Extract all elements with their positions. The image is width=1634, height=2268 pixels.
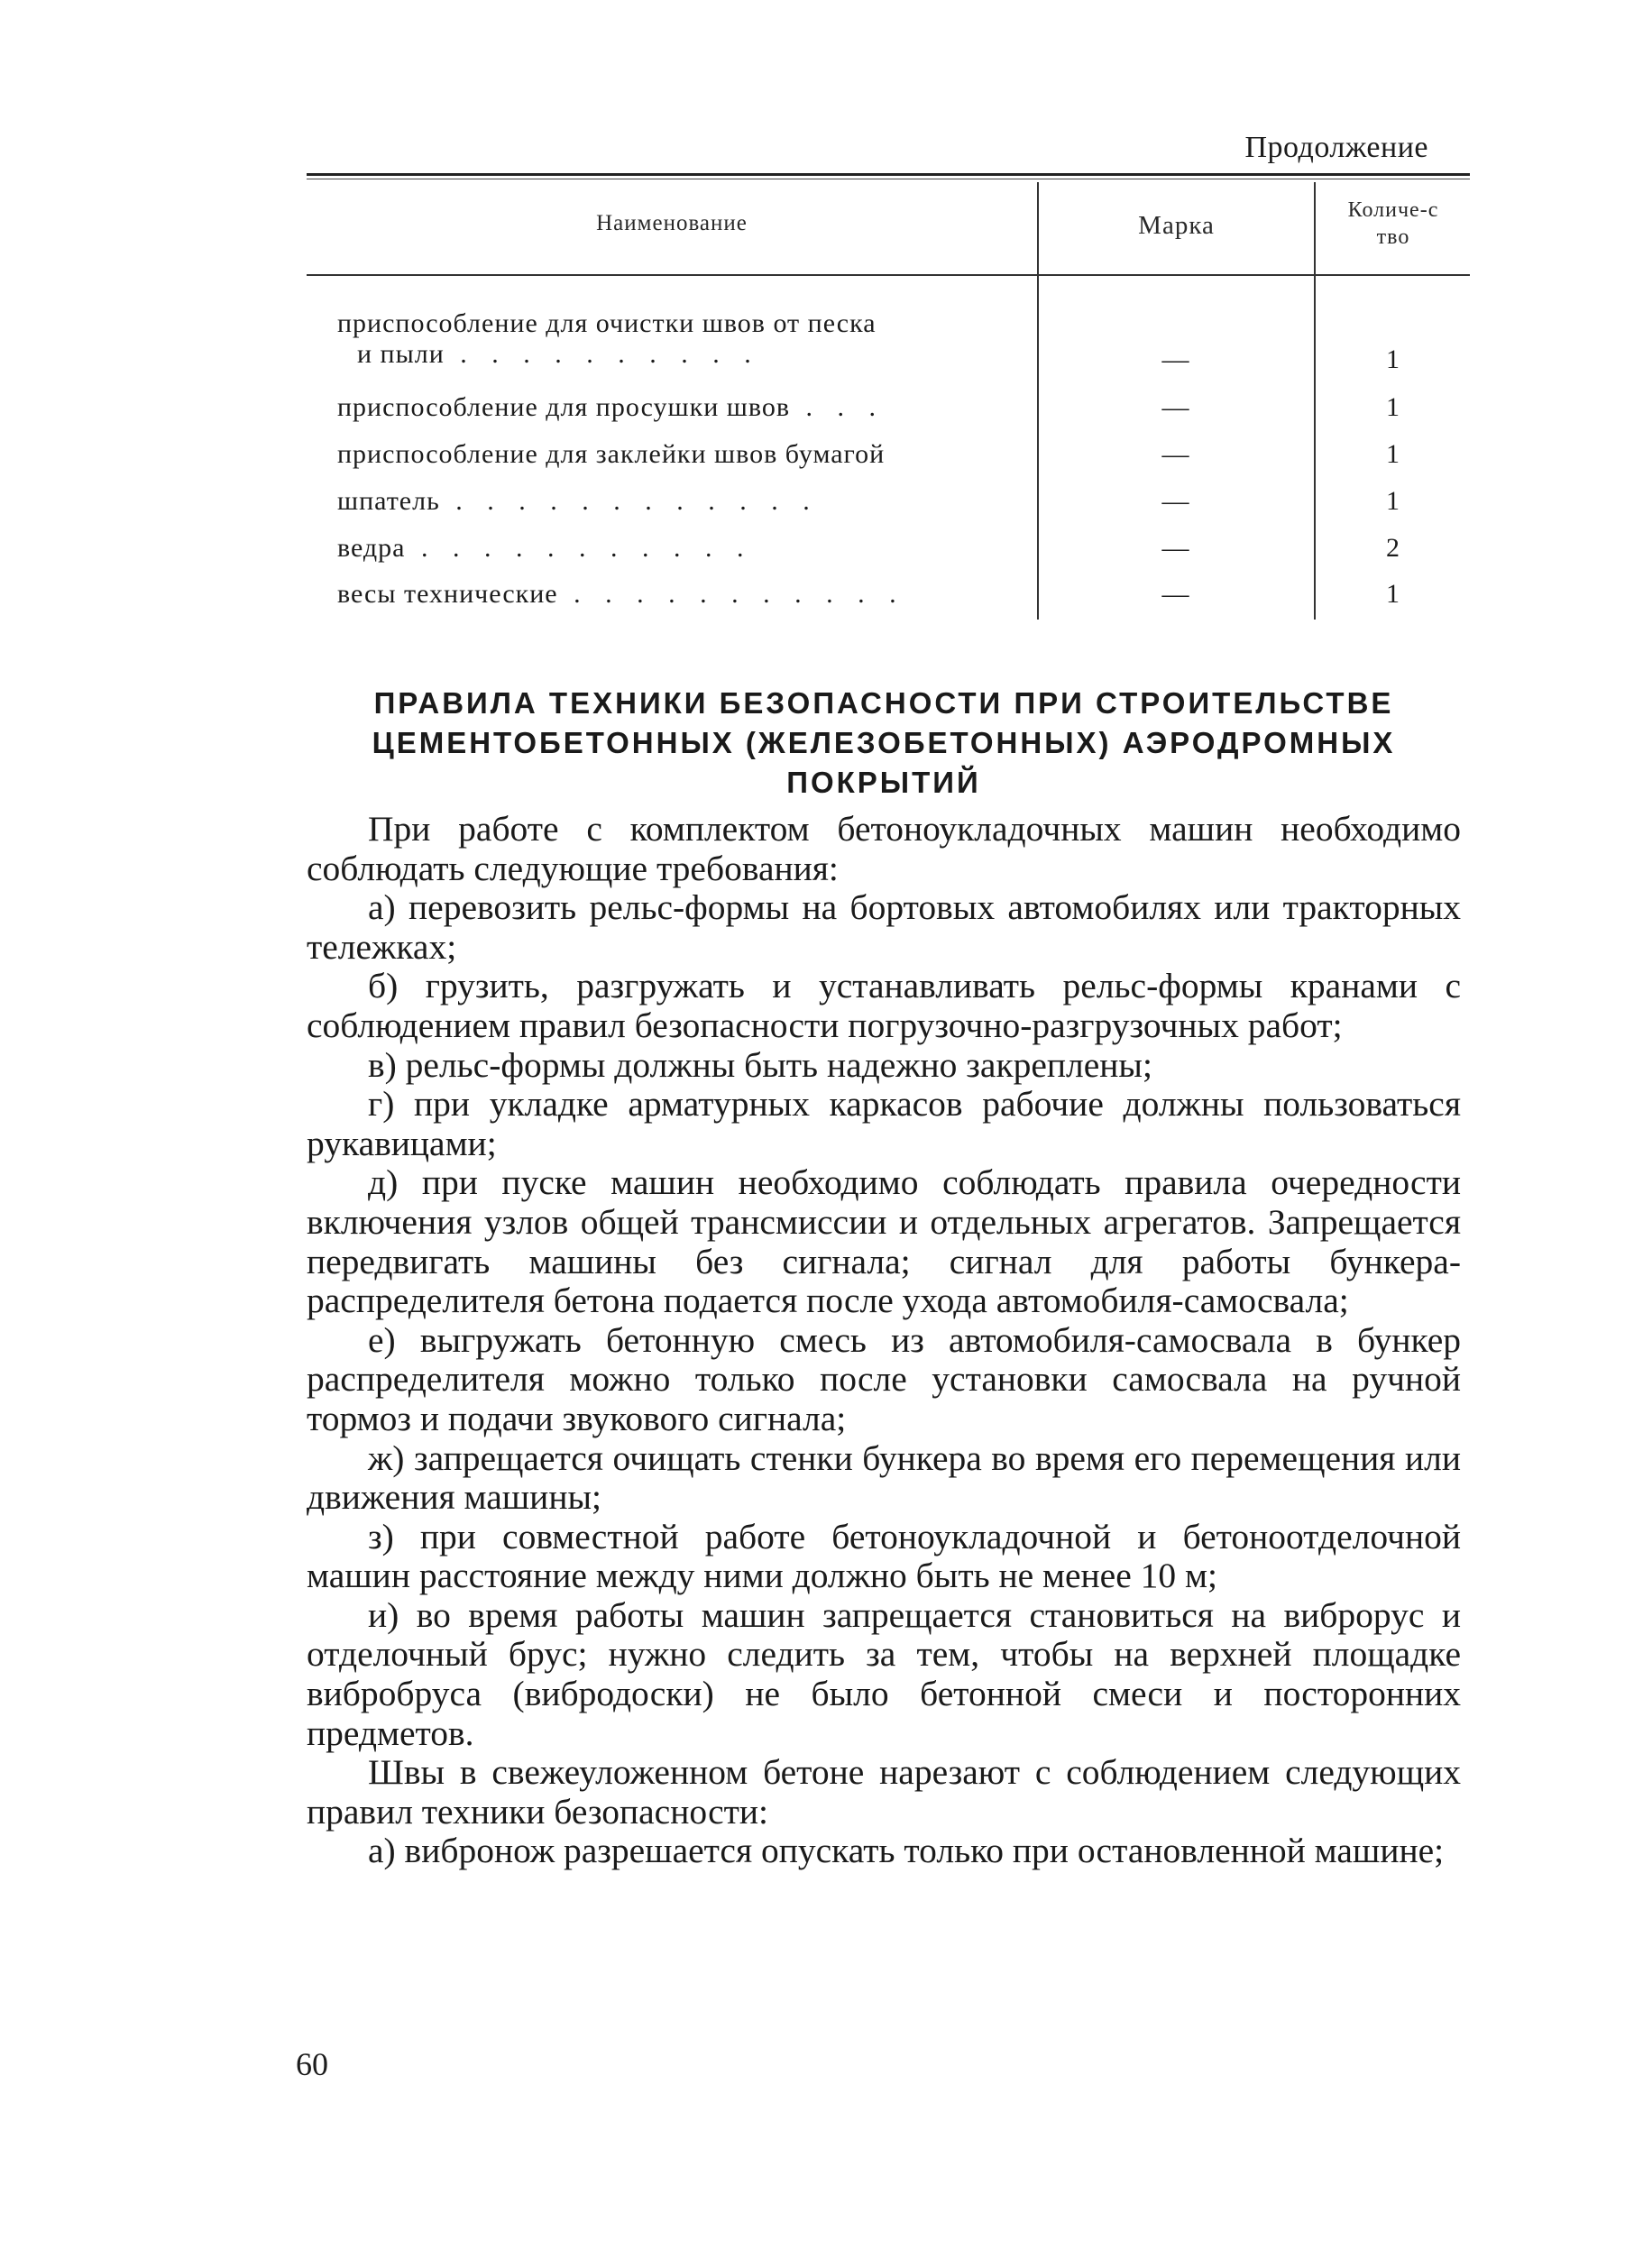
row-quantity: 2 [1386, 533, 1400, 563]
row-name [337, 579, 1032, 610]
header-name: Наименование [596, 211, 748, 235]
paragraph: а) перевозить рельс-формы на бортовых автомобилях или тракторных тележках; [307, 887, 1461, 967]
table-row [337, 392, 1473, 436]
table-row [337, 486, 1473, 529]
paragraph: з) при совместной работе бетоноукладочной и бетоноотделочной машин расстояние между ними должно быть не менее 10 м; [307, 1516, 1461, 1596]
header-quantity [1317, 197, 1470, 251]
paragraph: б) грузить, разгружать и устанавливать рельс-формы кранами с соблюдением правил безопасности погрузочно-разгрузочных работ; [307, 966, 1461, 1045]
table-row [337, 308, 1473, 390]
row-name-text: приспособление для заклейки швов бумагой [337, 439, 886, 469]
row-quantity: 1 [1386, 392, 1400, 422]
row-name-text: весы технические [337, 579, 558, 609]
row-name-line2: и пыли [357, 339, 445, 369]
row-leader-dots: . . . . . . . . . . [444, 339, 760, 369]
paragraph: г) при укладке арматурных каркасов рабочие должны пользоваться рукавицами; [307, 1084, 1461, 1163]
table-row [337, 533, 1473, 576]
row-quantity: 1 [1386, 486, 1400, 516]
row-mark: — [1161, 439, 1190, 469]
table-top-rule [307, 173, 1470, 176]
row-quantity: 1 [1386, 344, 1400, 374]
row-mark: — [1161, 392, 1190, 422]
row-quantity: 1 [1386, 579, 1400, 609]
table-row [337, 439, 1473, 482]
page-number: 60 [296, 2046, 328, 2082]
continuation-label: Продолжение [1244, 131, 1428, 164]
paragraph: При работе с комплектом бетоноукладочных машин необходимо соблюдать следующие требования: [307, 809, 1461, 888]
row-mark: — [1161, 344, 1190, 374]
paragraph: а) вибронож разрешается опускать только при остановленной машине; [368, 1831, 1445, 1871]
row-leader-dots: . . . . . . . . . . . [557, 579, 905, 609]
equipment-table [307, 173, 1470, 620]
row-name [337, 533, 1032, 564]
table-row [337, 579, 1473, 622]
row-name-text: приспособление для просушки швов [337, 392, 790, 422]
header-mark: Марка [1138, 211, 1215, 240]
paragraph: ж) запрещается очищать стенки бункера во время его перемещения или движения машины; [307, 1437, 1461, 1518]
row-mark: — [1161, 579, 1190, 609]
row-name-text: ведра [337, 533, 406, 563]
paragraph: д) при пуске машин необходимо соблюдать правила очередности включения узлов общей трансмиссии и отдельных агрегатов. Запрещается передвигать машины без сигнала; сигнал для работы бункера-распределителя бетона подается после ухода автомобиля-самосвала; [307, 1162, 1461, 1321]
row-mark: — [1161, 533, 1190, 563]
row-leader-dots: . . . . . . . . . . . . [439, 486, 819, 516]
row-name [337, 308, 1032, 370]
paragraph: Швы в свежеуложенном бетоне нарезают с соблюдением следующих правил техники безопасности: [307, 1752, 1461, 1832]
row-name-line1: приспособление для очистки швов от песка [337, 308, 877, 338]
body-text [307, 810, 1461, 1871]
row-name [337, 392, 1032, 423]
row-name-text: шпатель [337, 486, 440, 516]
header-quantity-text: Количе-ство [1347, 198, 1439, 249]
section-title: ПРАВИЛА ТЕХНИКИ БЕЗОПАСНОСТИ ПРИ СТРОИТЕЛЬСТВЕ ЦЕМЕНТОБЕТОННЫХ (ЖЕЛЕЗОБЕТОННЫХ) АЭРОДРОМНЫХ ПОКРЫТИЙ [372, 686, 1396, 799]
paragraph: и) во время работы машин запрещается становиться на виброрус и отделочный брус; нужно следить за тем, чтобы на верхней площадке вибробруса (вибродоски) не было бетонной смеси и посторонних предметов. [307, 1594, 1461, 1753]
table-header-rule [307, 274, 1470, 276]
row-quantity: 1 [1386, 439, 1400, 469]
row-name-line2-wrap [337, 339, 1032, 370]
row-leader-dots: . . . [789, 392, 885, 422]
paragraph: е) выгружать бетонную смесь из автомобиля-самосвала в бункер распределителя можно только после установки самосвала на ручной тормоз и подачи звукового сигнала; [307, 1319, 1461, 1438]
paragraph: в) рельс-формы должны быть надежно закреплены; [368, 1044, 1152, 1085]
row-mark: — [1161, 486, 1190, 516]
row-leader-dots: . . . . . . . . . . . [405, 533, 753, 563]
row-name [337, 486, 1032, 517]
row-name [337, 439, 1032, 470]
